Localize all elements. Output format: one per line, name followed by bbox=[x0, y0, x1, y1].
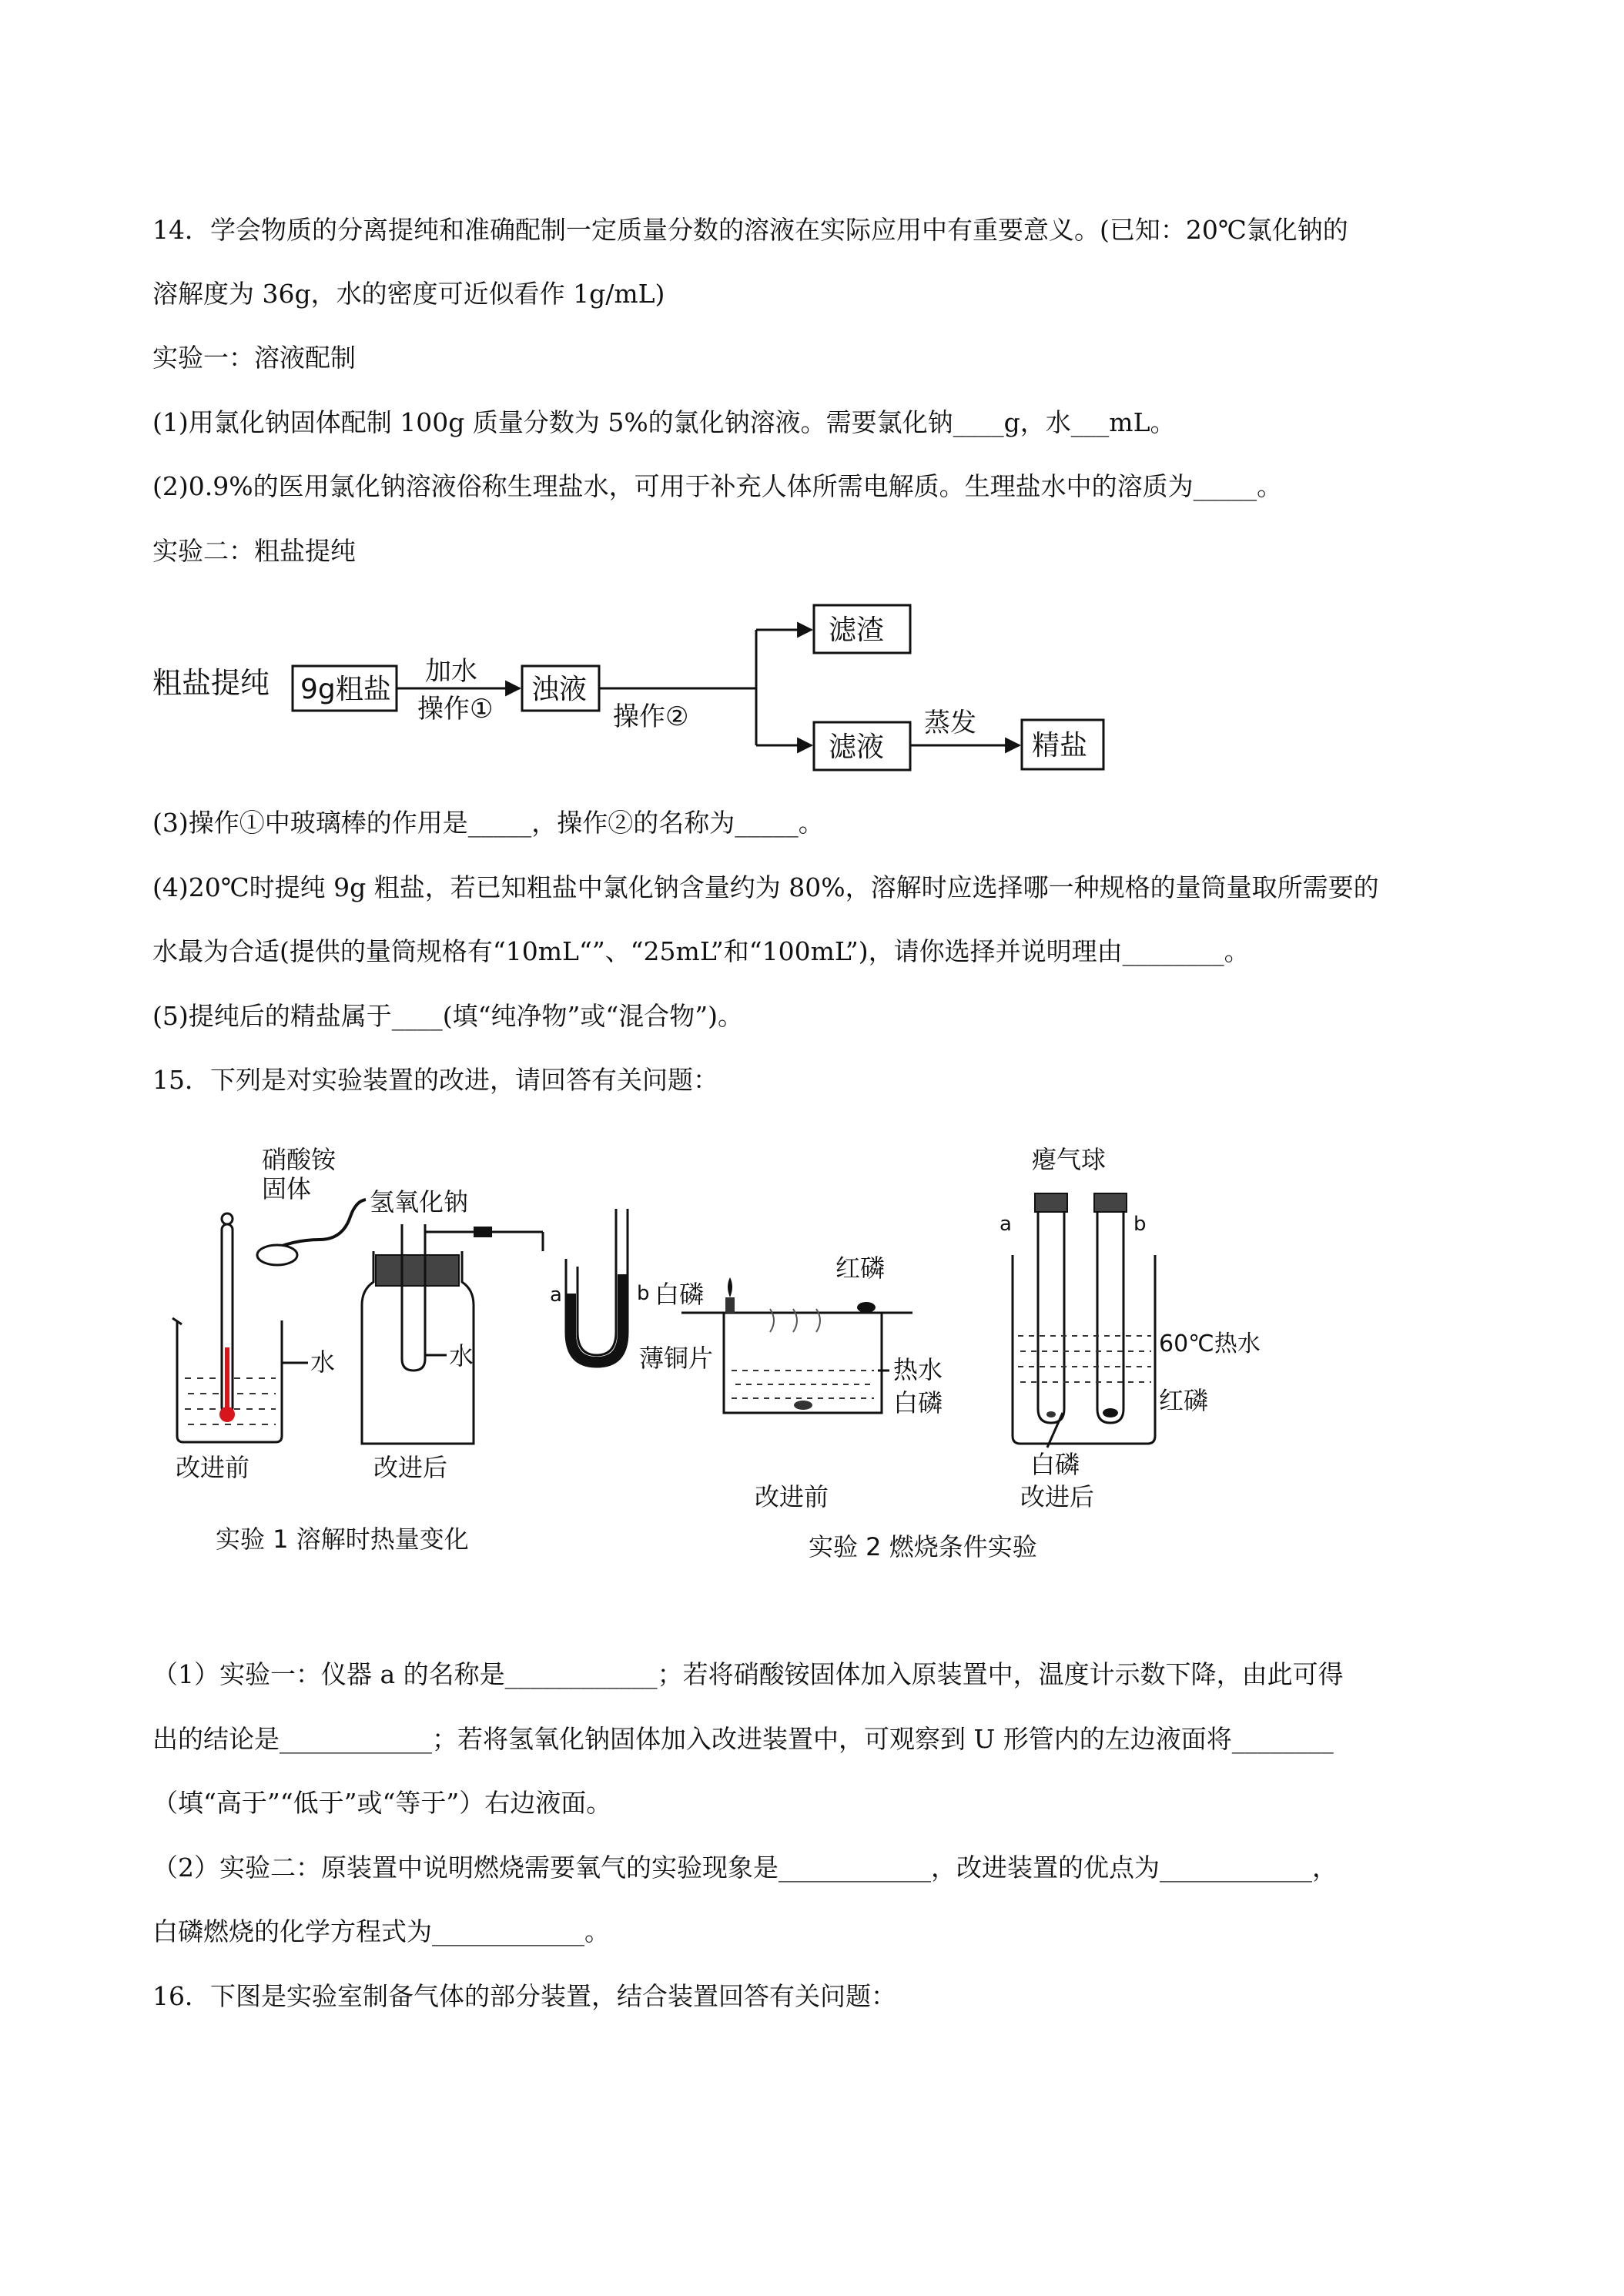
flow-residue-label: 滤渣 bbox=[829, 614, 885, 646]
q14-sub1: (1)用氯化钠固体配制 100g 质量分数为 5%的氯化钠溶液。需要氯化钠____g，水___mL。 bbox=[152, 407, 1176, 437]
label-before-2: 改进前 bbox=[755, 1482, 829, 1511]
flow-filtrate-label: 滤液 bbox=[829, 731, 885, 763]
q14-sub4-line1: (4)20℃时提纯 9g 粗盐，若已知粗盐中氯化钠含量约为 80%，溶解时应选择哪一种规格的量筒量取所需要的 bbox=[152, 872, 1379, 902]
label-60c-water: 60℃热水 bbox=[1159, 1330, 1261, 1357]
flow-title: 粗盐提纯 bbox=[152, 666, 270, 700]
experiment-apparatus-figure bbox=[154, 1140, 1263, 1571]
label-a-2: a bbox=[1000, 1213, 1012, 1236]
flow-op1-top: 加水 bbox=[425, 656, 477, 687]
q15-intro: 15．下列是对实验装置的改进，请回答有关问题： bbox=[152, 1065, 718, 1095]
label-water-2: 水 bbox=[449, 1341, 474, 1371]
label-red-phosphorus-2: 红磷 bbox=[1159, 1386, 1209, 1415]
q15-part1-line1: （1）实验一：仪器 a 的名称是____________；若将硝酸铵固体加入原装置中，温度计示数下降，由此可得 bbox=[152, 1659, 1344, 1689]
q14-sub2: (2)0.9%的医用氯化钠溶液俗称生理盐水，可用于补充人体所需电解质。生理盐水中的溶质为_____。 bbox=[152, 471, 1283, 501]
label-water-1: 水 bbox=[310, 1347, 336, 1377]
label-b-2: b bbox=[1133, 1213, 1147, 1236]
beaker-thermometer-setup bbox=[172, 1200, 366, 1442]
label-white-phosphorus-3: 白磷 bbox=[1030, 1450, 1080, 1479]
q15-part2-line1: （2）实验二：原装置中说明燃烧需要氧气的实验现象是____________，改进装置的优点为____________， bbox=[152, 1853, 1338, 1883]
q15-part1-line3: （填“高于”“低于”或“等于”）右边液面。 bbox=[152, 1788, 612, 1818]
q14-sub4-line2: 水最为合适(提供的量筒规格有“10mL“”、“25mL”和“100mL”)，请你选择并说明理由________。 bbox=[152, 936, 1250, 966]
salt-purification-flowchart bbox=[146, 593, 1117, 785]
flask-u-tube-setup bbox=[362, 1209, 628, 1444]
caption-experiment-2: 实验 2 燃烧条件实验 bbox=[809, 1532, 1037, 1561]
q14-sub3: (3)操作①中玻璃棒的作用是_____，操作②的名称为_____。 bbox=[152, 808, 824, 838]
q14-stem-line2: 溶解度为 36g，水的密度可近似看作 1g/mL) bbox=[152, 279, 665, 309]
label-hot-water: 热水 bbox=[893, 1355, 943, 1384]
label-white-phosphorus-1: 白磷 bbox=[655, 1280, 705, 1309]
label-a: a bbox=[550, 1284, 562, 1307]
experiment2-title: 实验二：粗盐提纯 bbox=[152, 536, 356, 566]
flow-op1-bottom: 操作① bbox=[417, 694, 494, 725]
label-ammonium-nitrate-2: 固体 bbox=[262, 1174, 312, 1203]
label-balloon: 瘪气球 bbox=[1032, 1145, 1107, 1174]
q15-part1-line2: 出的结论是____________；若将氢氧化钠固体加入改进装置中，可观察到 U 形管内的左边液面将________ bbox=[152, 1724, 1334, 1754]
q14-stem-line1: 14．学会物质的分离提纯和准确配制一定质量分数的溶液在实际应用中有重要意义。(已知：20℃氯化钠的 bbox=[152, 215, 1348, 245]
label-copper-sheet: 薄铜片 bbox=[639, 1344, 714, 1373]
flow-op3-label: 蒸发 bbox=[924, 708, 976, 738]
label-after-1: 改进后 bbox=[373, 1453, 448, 1482]
flow-op2-label: 操作② bbox=[613, 701, 689, 732]
label-ammonium-nitrate-1: 硝酸铵 bbox=[262, 1145, 337, 1174]
flow-end-label: 精盐 bbox=[1032, 730, 1088, 761]
caption-experiment-1: 实验 1 溶解时热量变化 bbox=[216, 1525, 469, 1554]
q14-sub5: (5)提纯后的精盐属于____(填“纯净物”或“混合物”)。 bbox=[152, 1001, 743, 1031]
label-naoh: 氢氧化钠 bbox=[370, 1187, 469, 1217]
experiment1-title: 实验一：溶液配制 bbox=[152, 343, 356, 373]
q16-intro: 16．下图是实验室制备气体的部分装置，结合装置回答有关问题： bbox=[152, 1981, 896, 2011]
label-red-phosphorus-1: 红磷 bbox=[835, 1253, 886, 1283]
label-before-1: 改进前 bbox=[176, 1453, 250, 1482]
label-after-2: 改进后 bbox=[1020, 1482, 1095, 1511]
q15-part2-line2: 白磷燃烧的化学方程式为____________。 bbox=[152, 1916, 610, 1946]
flow-mid-label: 浊液 bbox=[531, 674, 588, 705]
flow-start-label: 9g粗盐 bbox=[300, 674, 391, 705]
label-white-phosphorus-2: 白磷 bbox=[893, 1388, 943, 1417]
label-b: b bbox=[637, 1282, 650, 1305]
copper-sheet-setup bbox=[681, 1277, 912, 1413]
